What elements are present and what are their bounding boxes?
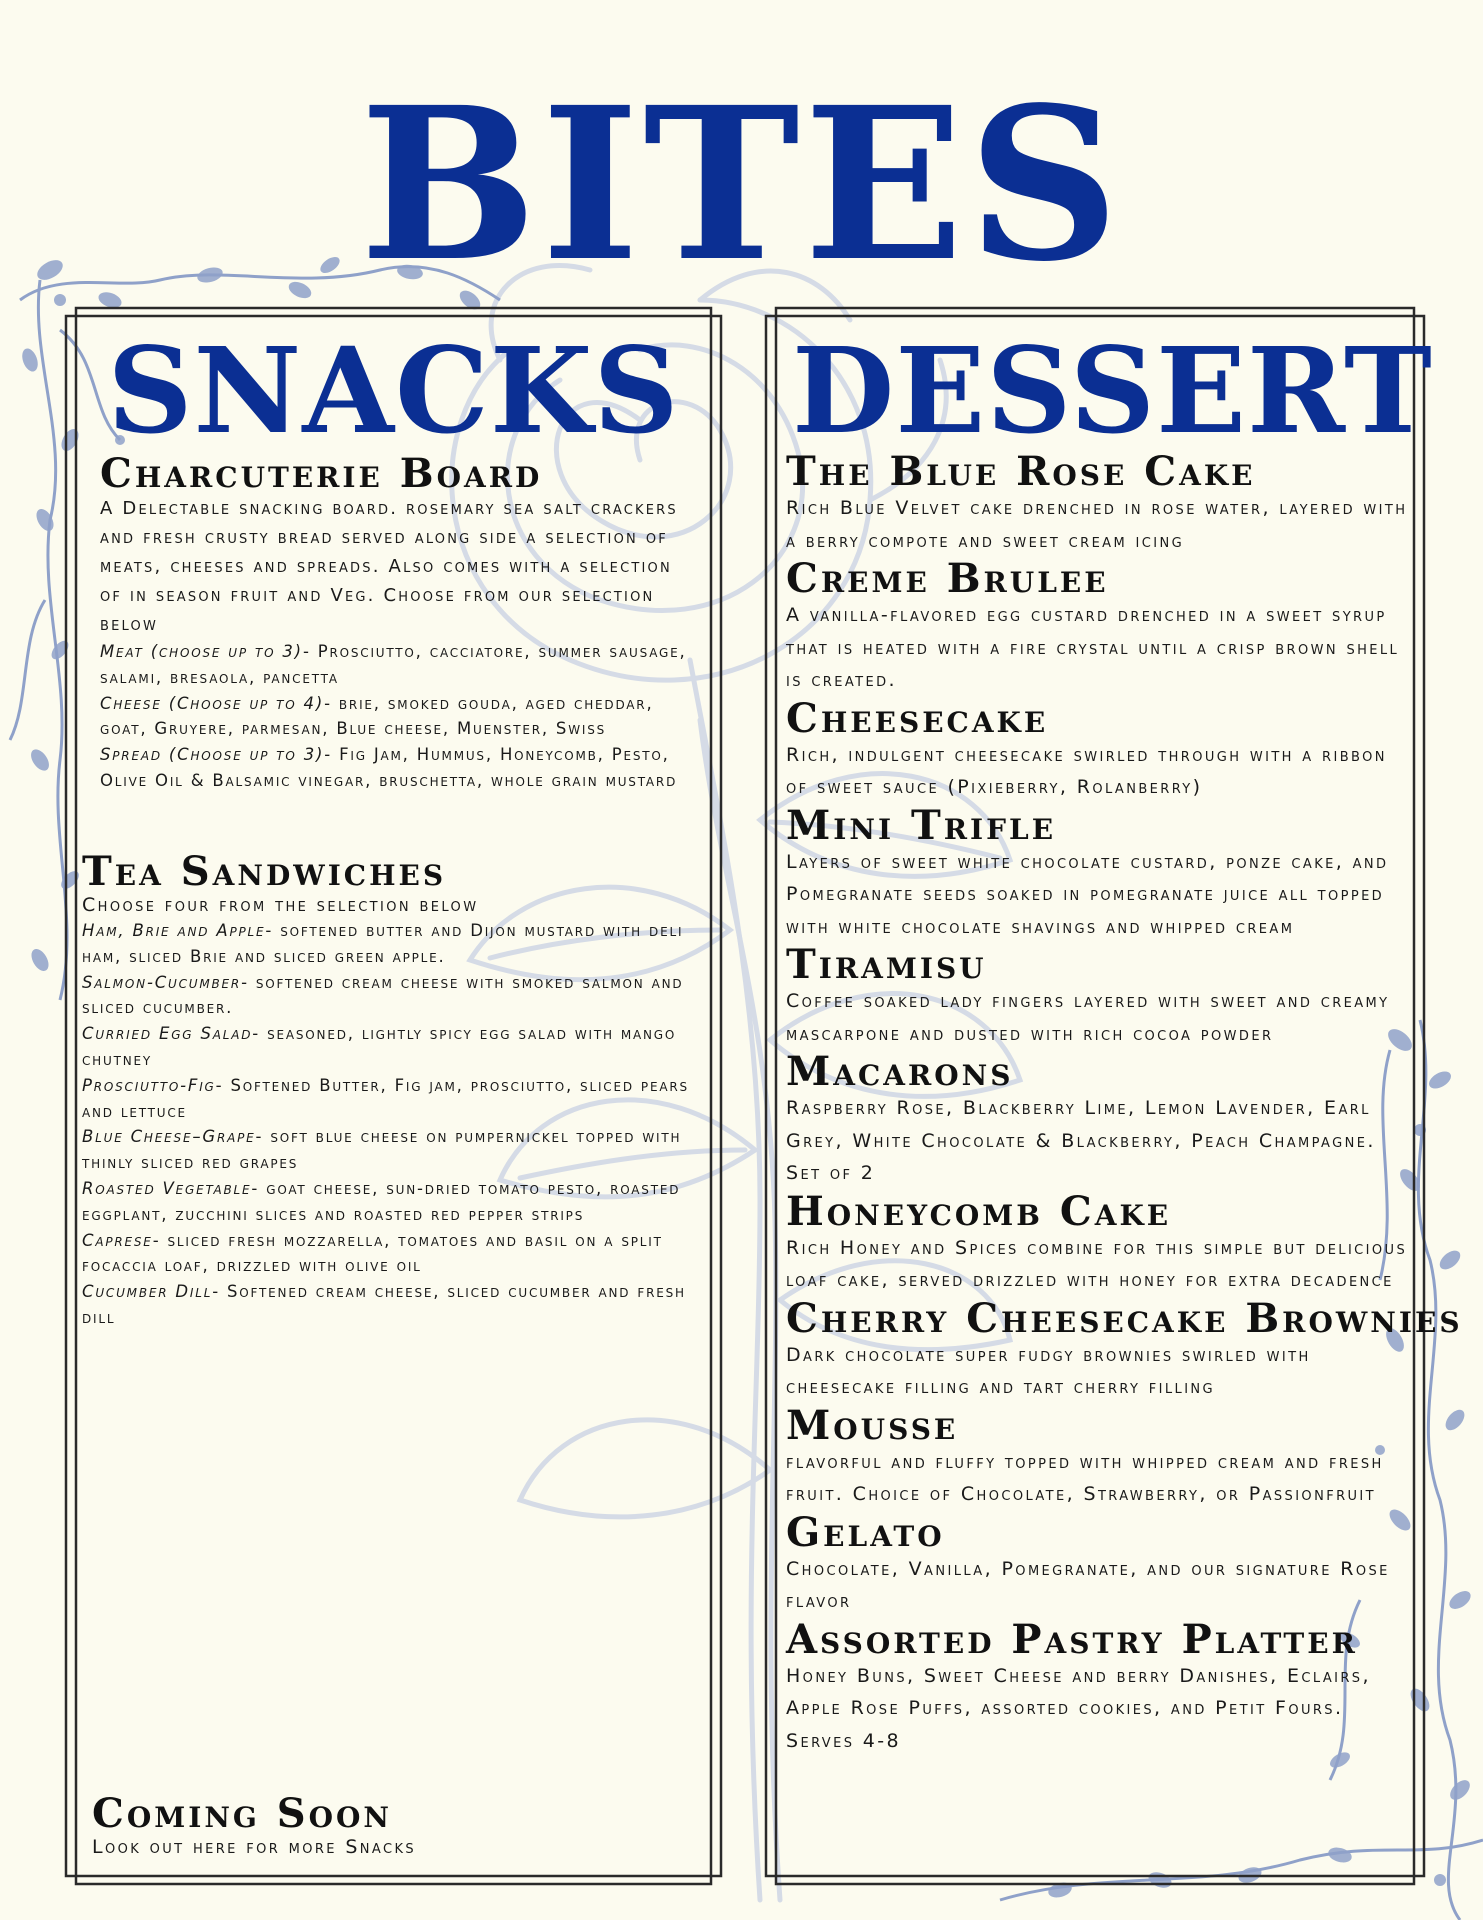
snacks-heading: SNACKS [107,321,680,460]
dessert-item [786,1615,1416,1758]
dessert-item-description: Chocolate, Vanilla, Pomegranate, and our signature Rose flavor [786,1557,1390,1612]
dessert-item-name: The Blue Rose Cake [786,448,1256,495]
sandwich-option: Prosciutto-Fig- Softened Butter, Fig jam, prosciutto, sliced pears and lettuce [82,1075,689,1121]
tea-sandwiches-section [82,848,702,1331]
charcuterie-option: Cheese (Choose up to 4)- brie, smoked gouda, aged cheddar, goat, Gruyere, parmesan, Blue cheese, Muenster, Swiss [100,693,654,739]
dessert-item [786,801,1416,944]
coming-soon-section [92,1790,692,1860]
dessert-item-description: A vanilla-flavored egg custard drenched in a sweet syrup that is heated with a fire crystal until a crisp brown shell is created. [786,604,1400,691]
dessert-item-name: Creme Brulee [786,555,1109,602]
dessert-heading: DESSERT [792,321,1433,460]
dessert-item-name: Honeycomb Cake [786,1187,1172,1235]
coming-soon-name: Coming Soon [92,1790,393,1837]
dessert-item-name: Assorted Pastry Platter [786,1615,1358,1663]
dessert-item-name: Cherry Cheesecake Brownies [786,1294,1463,1342]
dessert-item [786,1187,1416,1297]
dessert-item-description: Rich, indulgent cheesecake swirled through with a ribbon of sweet sauce (Pixieberry, Rolanberry) [786,743,1387,798]
snacks-panel [62,304,725,1888]
sandwich-option: Roasted Vegetable- goat cheese, sun-dried tomato pesto, roasted eggplant, zucchini slices and roasted red pepper strips [82,1178,681,1224]
page-title: BITES [359,61,1124,308]
dessert-item-name: Tiramisu [786,941,987,988]
dessert-item-description: Dark chocolate super fudgy brownies swirled with cheesecake filling and tart cherry filling [786,1343,1311,1398]
dessert-item-description: flavorful and fluffy topped with whipped cream and fresh fruit. Choice of Chocolate, Strawberry, or Passionfruit [786,1450,1384,1505]
dessert-item [786,1401,1416,1511]
dessert-item-description: Honey Buns, Sweet Cheese and berry Danishes, Eclairs, Apple Rose Puffs, assorted cookies, and Petit Fours. Serves 4-8 [786,1664,1371,1752]
dessert-item [786,941,1416,1050]
dessert-item [786,1048,1416,1190]
charcuterie-description: A Delectable snacking board. rosemary sea salt crackers and fresh crusty bread served along side a selection of meats, cheeses and spreads. Also comes with a selection of in season fruit and Veg. Choose from our selection below [100,498,678,635]
dessert-item-name: Gelato [786,1508,945,1556]
dessert-item [786,1508,1416,1618]
charcuterie-name: Charcuterie Board [100,450,543,497]
tea-sandwiches-name: Tea Sandwiches [82,848,447,895]
coming-soon-text: Look out here for more Snacks [92,1836,417,1858]
charcuterie-option: Meat (choose up to 3)- Prosciutto, cacciatore, summer sausage, salami, bresaola, pancetta [100,642,687,687]
dessert-item [786,555,1416,697]
sandwich-option: Blue Cheese–Grape- soft blue cheese on pumpernickel topped with thinly sliced red grapes [82,1127,682,1173]
sandwich-option: Ham, Brie and Apple- softened butter and Dijon mustard with deli ham, sliced Brie and sliced green apple. [82,921,684,966]
dessert-item-description: Rich Blue Velvet cake drenched in rose water, layered with a berry compote and sweet cream icing [786,497,1408,552]
charcuterie-section [100,450,700,794]
dessert-item-name: Mousse [786,1401,959,1449]
tea-sandwiches-intro: Choose four from the selection below [82,894,479,916]
charcuterie-option: Spread (Choose up to 3)- Fig Jam, Hummus, Honeycomb, Pesto, Olive Oil & Balsamic vinegar, bruschetta, whole grain mustard [100,745,678,790]
sandwich-option: Cucumber Dill- Softened cream cheese, sliced cucumber and fresh dill [82,1282,686,1327]
sandwich-option: Caprese- sliced fresh mozzarella, tomatoes and basil on a split focaccia loaf, drizzled with olive oil [82,1230,663,1276]
sandwich-option: Curried Egg Salad- seasoned, lightly spicy egg salad with mango chutney [82,1024,677,1069]
dessert-item [786,694,1416,804]
dessert-item-name: Cheesecake [786,694,1049,742]
dessert-item-description: Layers of sweet white chocolate custard, ponze cake, and Pomegranate seeds soaked in pomegranate juice all topped with white chocolate shavings and whipped cream [786,850,1389,938]
sandwich-option: Salmon-Cucumber- softened cream cheese with smoked salmon and sliced cucumber. [82,972,684,1018]
dessert-panel [762,304,1463,1888]
dessert-item-description: Raspberry Rose, Blackberry Lime, Lemon Lavender, Earl Grey, White Chocolate & Blackberry, Peach Champagne. Set of 2 [786,1097,1376,1184]
dessert-list [786,448,1463,1759]
dessert-item [786,1294,1463,1404]
dessert-item-description: Rich Honey and Spices combine for this simple but delicious loaf cake, served drizzled with honey for extra decadence [786,1236,1408,1291]
dessert-item-description: Coffee soaked lady fingers layered with sweet and creamy mascarpone and dusted with rich cocoa powder [786,990,1390,1045]
dessert-item [786,448,1416,557]
dessert-item-name: Macarons [786,1048,1014,1095]
dessert-item-name: Mini Trifle [786,801,1057,849]
